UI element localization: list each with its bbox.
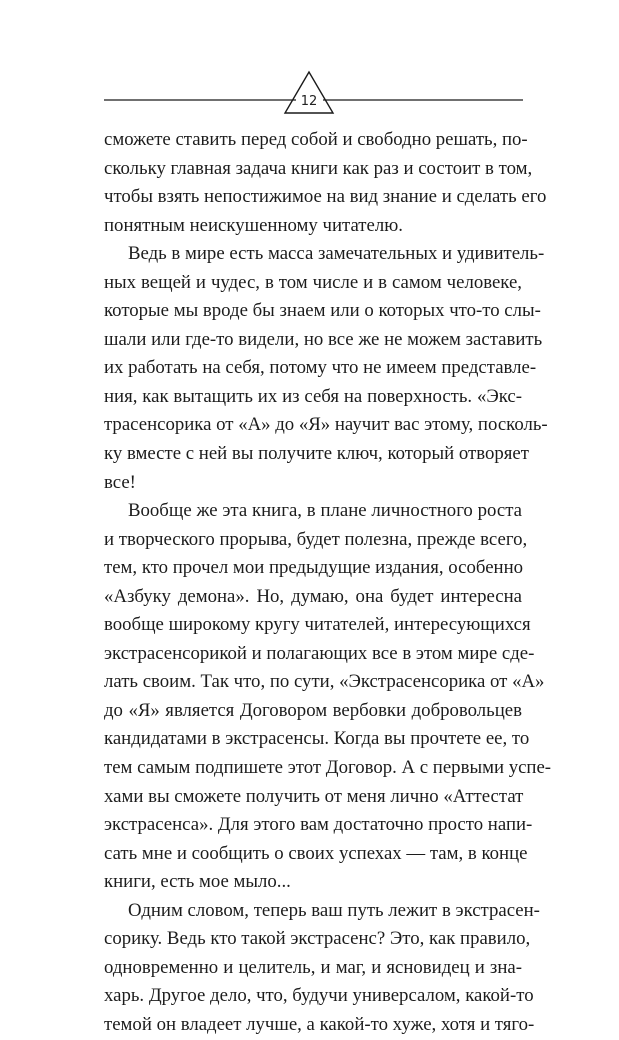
text-line: все! [104,471,136,493]
text-line: сать мне и сообщить о своих успехах — там, в конце [104,842,528,864]
text-line: ных вещей и чудес, в том числе и в самом человеке, [104,271,522,293]
page-number: 12 [300,94,318,109]
text-line: хами вы сможете получить от меня лично «Аттестат [104,785,524,807]
text-line: тем, кто прочел мои предыдущие издания, особенно [104,557,524,579]
text-line: одновременно и целитель, и маг, и ясновидец и зна- [104,956,522,978]
text-line: трасенсорика от «А» до «Я» научит вас этому, посколь- [104,414,548,436]
text-line: Одним словом, теперь ваш путь лежит в экстрасен- [128,899,540,921]
text-line: Ведь в мире есть масса замечательных и удивитель- [128,243,545,265]
text-line: харь. Другое дело, что, будучи универсалом, какой-то [104,985,534,1007]
text-line: ния, как вытащить их из себя на поверхность. «Экс- [104,385,522,407]
text-line: до «Я» является Договором вербовки добровольцев [104,699,522,721]
text-line: вообще широкому кругу читателей, интересующихся [104,614,531,636]
text-line: «Азбуку демона». Но, думаю, она будет интересна [104,585,522,607]
text-line: кандидатами в экстрасенсы. Когда вы прочтете ее, то [104,728,530,750]
text-line: экстрасенсорикой и полагающих все в этом мире сде- [104,642,535,664]
text-line: тем самым подпишете этот Договор. А с первыми успе- [104,757,552,779]
text-line: чтобы взять непостижимое на вид знание и сделать его [104,186,547,208]
text-line: книги, есть мое мыло... [104,871,291,893]
text-line: сорику. Ведь кто такой экстрасенс? Это, как правило, [104,928,531,950]
text-line: темой он владеет лучше, а какой-то хуже, хотя и тяго- [104,1013,535,1035]
text-line: сможете ставить перед собой и свободно решать, по- [104,129,528,150]
text-line: понятным неискушенному читателю. [104,214,403,236]
text-line: Вообще же эта книга, в плане личностного роста [128,500,522,522]
text-line: и творческого прорыва, будет полезна, прежде всего, [104,528,528,550]
body-text [104,126,552,1040]
text-line: экстрасенса». Для этого вам достаточно просто напи- [104,814,533,836]
text-line: скольку главная задача книги как раз и состоит в том, [104,157,533,179]
text-line: которые мы вроде бы знаем или о которых что-то слы- [104,300,541,322]
text-line: ку вместе с ней вы получите ключ, который отворяет [104,443,529,465]
page-header [0,60,619,120]
text-line: их работать на себя, потому что не имеем представле- [104,357,537,379]
text-line: лать своим. Так что, по сути, «Экстрасенсорика от «А» [104,671,545,693]
text-line: шали или где-то видели, но все же не можем заставить [104,328,543,350]
